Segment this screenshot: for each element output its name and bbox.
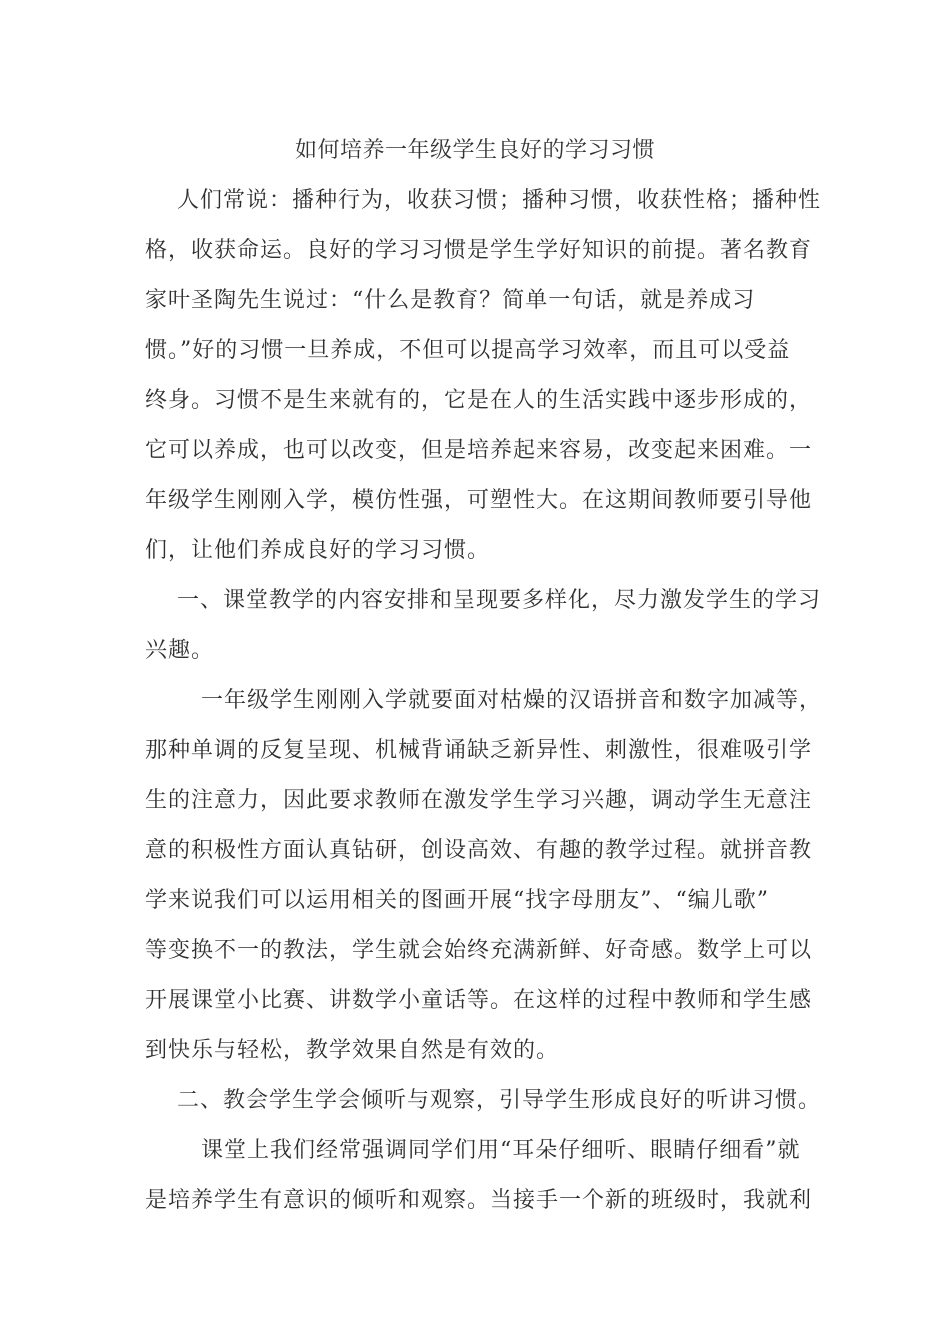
body-line: 意的积极性方面认真钻研，创设高效、有趣的教学过程。就拼音教 xyxy=(145,838,813,863)
body-line: 等变换不一的教法，学生就会始终充满新鲜、好奇感。数学上可以 xyxy=(145,938,813,963)
body-line: 生的注意力，因此要求教师在激发学生学习兴趣，调动学生无意注 xyxy=(145,788,813,813)
body-line: 一年级学生刚刚入学就要面对枯燥的汉语拼音和数字加减等， xyxy=(201,688,823,713)
body-line: 那种单调的反复呈现、机械背诵缺乏新异性、刺激性，很难吸引学 xyxy=(145,738,813,763)
body-line: 终身。习惯不是生来就有的，它是在人的生活实践中逐步形成的， xyxy=(145,388,813,413)
body-line: 课堂上我们经常强调同学们用“耳朵仔细听、眼睛仔细看”就 xyxy=(201,1138,801,1163)
body-line: 学来说我们可以运用相关的图画开展“找字母朋友”、“编儿歌” xyxy=(145,888,769,913)
body-line: 年级学生刚刚入学，模仿性强，可塑性大。在这期间教师要引导他 xyxy=(145,488,813,513)
section-heading-line: 二、教会学生学会倾听与观察，引导学生形成良好的听讲习惯。 xyxy=(177,1088,822,1113)
document-title: 如何培养一年级学生良好的学习习惯 xyxy=(294,138,655,163)
section-heading-line: 兴趣。 xyxy=(145,638,215,663)
body-line: 开展课堂小比赛、讲数学小童话等。在这样的过程中教师和学生感 xyxy=(145,988,813,1013)
body-line: 到快乐与轻松，教学效果自然是有效的。 xyxy=(145,1038,560,1063)
section-heading-line: 一、课堂教学的内容安排和呈现要多样化，尽力激发学生的学习 xyxy=(177,588,822,613)
body-line: 人们常说：播种行为，收获习惯；播种习惯，收获性格；播种性 xyxy=(177,188,822,213)
body-line: 格，收获命运。良好的学习习惯是学生学好知识的前提。著名教育 xyxy=(145,238,813,263)
body-line: 们，让他们养成良好的学习习惯。 xyxy=(145,538,491,563)
body-line: 惯。”好的习惯一旦养成，不但可以提高学习效率，而且可以受益 xyxy=(145,338,791,363)
body-line: 它可以养成，也可以改变，但是培养起来容易，改变起来困难。一 xyxy=(145,438,813,463)
body-line: 是培养学生有意识的倾听和观察。当接手一个新的班级时，我就利 xyxy=(145,1188,813,1213)
body-line: 家叶圣陶先生说过：“什么是教育？简单一句话，就是养成习 xyxy=(145,288,756,313)
